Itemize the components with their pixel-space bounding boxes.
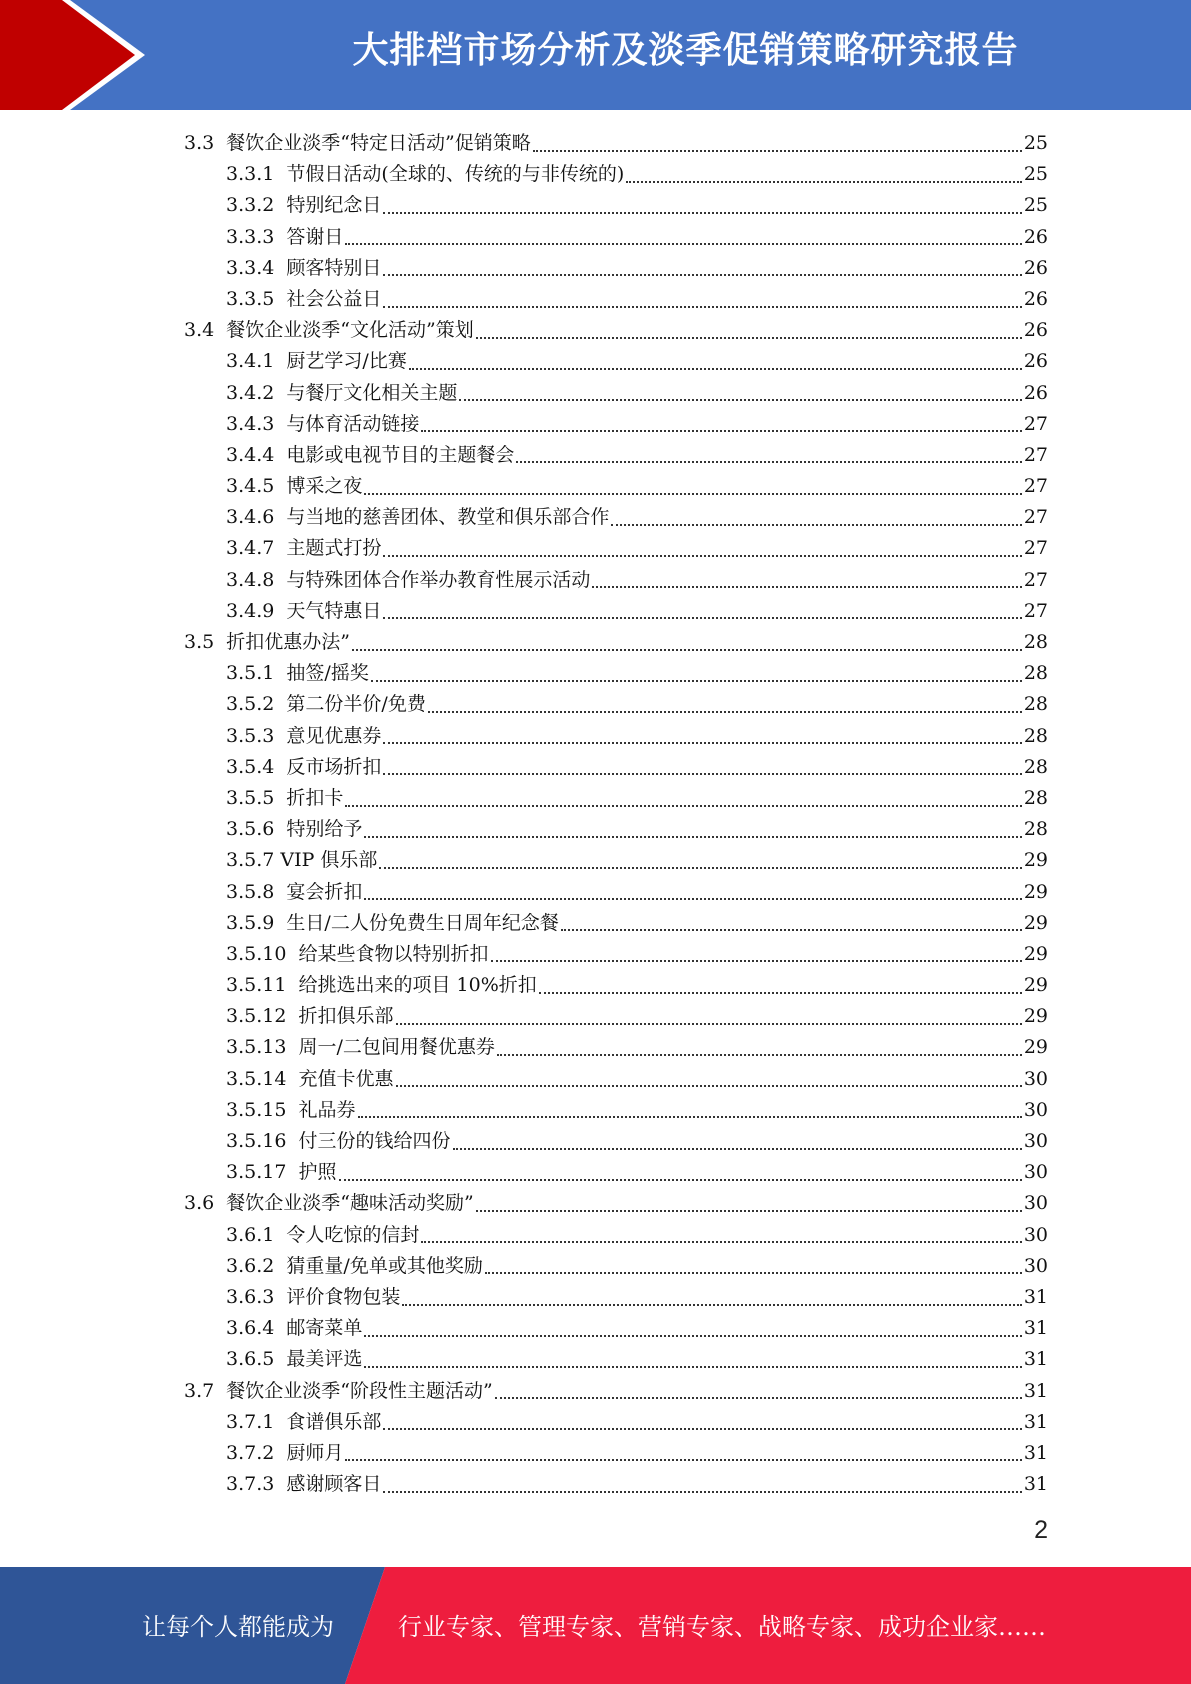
toc-entry-page: 26	[1023, 381, 1048, 404]
toc-entry[interactable]	[184, 783, 1048, 814]
toc-dot-leader	[396, 1085, 1022, 1087]
toc-entry-title: 3.4.9 天气特惠日	[226, 599, 382, 622]
toc-dot-leader	[383, 212, 1021, 214]
toc-dot-leader	[358, 1116, 1022, 1118]
toc-entry-title: 3.5.6 特别给予	[226, 818, 363, 841]
toc-entry-title: 3.4.4 电影或电视节目的主题餐会	[226, 443, 515, 466]
toc-entry-page: 29	[1023, 942, 1048, 965]
toc-entry[interactable]	[184, 128, 1048, 159]
toc-entry[interactable]	[184, 315, 1048, 346]
toc-entry[interactable]	[184, 222, 1048, 253]
toc-entry-title: 3.5.1 抽签/摇奖	[226, 662, 369, 685]
toc-entry-title: 3.3.1 节假日活动(全球的、传统的与非传统的)	[226, 163, 625, 186]
toc-entry-title: 3.5.10 给某些食物以特别折扣	[226, 942, 489, 965]
toc-entry[interactable]	[184, 1064, 1048, 1095]
toc-entry-page: 31	[1023, 1348, 1048, 1371]
toc-dot-leader	[339, 1179, 1022, 1181]
toc-entry-title: 3.7.2 厨师月	[226, 1441, 344, 1464]
toc-entry-page: 29	[1023, 849, 1048, 872]
toc-entry-page: 28	[1023, 693, 1048, 716]
toc-entry-page: 28	[1023, 755, 1048, 778]
toc-entry-title: 3.5.4 反市场折扣	[226, 755, 382, 778]
toc-entry[interactable]	[184, 1220, 1048, 1251]
toc-entry[interactable]	[184, 253, 1048, 284]
toc-entry[interactable]	[184, 845, 1048, 876]
toc-entry[interactable]	[184, 565, 1048, 596]
toc-entry-page: 29	[1023, 880, 1048, 903]
toc-entry[interactable]	[184, 1407, 1048, 1438]
toc-dot-leader	[364, 493, 1021, 495]
toc-entry-page: 28	[1023, 818, 1048, 841]
toc-dot-leader	[402, 1304, 1021, 1306]
toc-dot-leader	[453, 1148, 1022, 1150]
toc-entry[interactable]	[184, 190, 1048, 221]
toc-entry-page: 26	[1023, 256, 1048, 279]
toc-entry-title: 3.5.17 护照	[226, 1161, 337, 1184]
footer-slogan-right: 行业专家、管理专家、营销专家、战略专家、成功企业家……	[398, 1613, 1046, 1641]
toc-entry[interactable]	[184, 814, 1048, 845]
toc-entry-title: 3.4.2 与餐厅文化相关主题	[226, 381, 458, 404]
toc-entry[interactable]	[184, 752, 1048, 783]
toc-entry-page: 30	[1023, 1254, 1048, 1277]
toc-dot-leader	[379, 867, 1021, 869]
toc-dot-leader	[459, 399, 1021, 401]
toc-entry-title: 3.5.12 折扣俱乐部	[226, 1005, 394, 1028]
toc-entry-title: 3.7 餐饮企业淡季“阶段性主题活动”	[184, 1379, 493, 1402]
toc-entry-title: 3.4.6 与当地的慈善团体、教堂和俱乐部合作	[226, 506, 610, 529]
toc-dot-leader	[497, 1054, 1022, 1056]
toc-dot-leader	[345, 243, 1021, 245]
toc-entry-page: 30	[1023, 1161, 1048, 1184]
toc-entry-page: 29	[1023, 1036, 1048, 1059]
toc-dot-leader	[409, 368, 1022, 370]
toc-entry-page: 26	[1023, 287, 1048, 310]
toc-dot-leader	[352, 649, 1022, 651]
toc-entry-page: 29	[1023, 911, 1048, 934]
toc-entry-title: 3.7.1 食谱俱乐部	[226, 1410, 382, 1433]
toc-entry[interactable]	[184, 1001, 1048, 1032]
toc-entry[interactable]	[184, 1313, 1048, 1344]
toc-entry-title: 3.4 餐饮企业淡季“文化活动”策划	[184, 319, 474, 342]
toc-entry-title: 3.5.2 第二份半价/免费	[226, 693, 426, 716]
page-header	[0, 0, 1191, 110]
toc-entry-title: 3.4.5 博采之夜	[226, 475, 363, 498]
toc-dot-leader	[476, 337, 1022, 339]
toc-entry-page: 27	[1023, 475, 1048, 498]
toc-dot-leader	[383, 306, 1021, 308]
toc-entry-title: 3.4.3 与体育活动链接	[226, 412, 420, 435]
toc-dot-leader	[383, 274, 1021, 276]
toc-entry[interactable]	[184, 1126, 1048, 1157]
report-title: 大排档市场分析及淡季促销策略研究报告	[352, 30, 1019, 71]
toc-entry-page: 29	[1023, 1005, 1048, 1028]
toc-entry[interactable]	[184, 721, 1048, 752]
toc-dot-leader	[383, 1491, 1021, 1493]
toc-entry-title: 3.5.14 充值卡优惠	[226, 1067, 394, 1090]
toc-dot-leader	[428, 711, 1022, 713]
toc-entry-title: 3.4.8 与特殊团体合作举办教育性展示活动	[226, 568, 591, 591]
table-of-contents	[184, 128, 1048, 1500]
toc-dot-leader	[421, 430, 1021, 432]
toc-entry[interactable]	[184, 409, 1048, 440]
toc-entry[interactable]	[184, 627, 1048, 658]
toc-entry-page: 29	[1023, 974, 1048, 997]
toc-dot-leader	[364, 1335, 1021, 1337]
page-number: 2	[1034, 1516, 1048, 1544]
toc-entry[interactable]	[184, 1282, 1048, 1313]
toc-dot-leader	[345, 1459, 1021, 1461]
toc-entry-title: 3.6.1 令人吃惊的信封	[226, 1223, 420, 1246]
toc-dot-leader	[383, 617, 1021, 619]
toc-dot-leader	[611, 524, 1021, 526]
toc-dot-leader	[345, 805, 1021, 807]
toc-entry[interactable]	[184, 502, 1048, 533]
toc-entry[interactable]	[184, 440, 1048, 471]
toc-entry-page: 28	[1023, 631, 1048, 653]
toc-dot-leader	[539, 992, 1022, 994]
toc-dot-leader	[485, 1272, 1022, 1274]
toc-dot-leader	[383, 555, 1021, 557]
toc-entry[interactable]	[184, 1095, 1048, 1126]
toc-dot-leader	[491, 960, 1022, 962]
toc-entry[interactable]	[184, 1469, 1048, 1500]
toc-entry-page: 26	[1023, 225, 1048, 248]
toc-entry-page: 26	[1023, 319, 1048, 342]
toc-dot-leader	[364, 836, 1021, 838]
toc-entry-page: 25	[1023, 132, 1048, 154]
toc-entry-page: 27	[1023, 537, 1048, 560]
toc-entry[interactable]	[184, 658, 1048, 689]
toc-entry-title: 3.5.7 VIP 俱乐部	[226, 849, 378, 872]
toc-entry-page: 27	[1023, 568, 1048, 591]
toc-entry-page: 30	[1023, 1130, 1048, 1152]
toc-entry-title: 3.5.11 给挑选出来的项目 10%折扣	[226, 974, 537, 997]
toc-entry-page: 30	[1023, 1192, 1048, 1215]
toc-entry-title: 3.5.3 意见优惠券	[226, 724, 382, 747]
toc-entry[interactable]	[184, 877, 1048, 908]
toc-entry[interactable]	[184, 471, 1048, 502]
toc-dot-leader	[421, 1241, 1021, 1243]
toc-dot-leader	[592, 586, 1021, 588]
toc-entry-title: 3.6.5 最美评选	[226, 1348, 363, 1371]
toc-entry-page: 28	[1023, 724, 1048, 747]
toc-dot-leader	[364, 898, 1021, 900]
toc-entry[interactable]	[184, 378, 1048, 409]
toc-dot-leader	[396, 1023, 1022, 1025]
toc-dot-leader	[383, 1428, 1021, 1430]
toc-entry-page: 31	[1023, 1379, 1048, 1402]
toc-entry-page: 27	[1023, 443, 1048, 466]
toc-entry-title: 3.6.3 评价食物包装	[226, 1285, 401, 1308]
toc-entry-page: 27	[1023, 599, 1048, 622]
toc-entry-title: 3.3.5 社会公益日	[226, 287, 382, 310]
toc-entry[interactable]	[184, 939, 1048, 970]
toc-dot-leader	[516, 461, 1021, 463]
toc-entry[interactable]	[184, 159, 1048, 190]
toc-entry-page: 28	[1023, 662, 1048, 685]
toc-entry-page: 31	[1023, 1317, 1048, 1340]
toc-entry[interactable]	[184, 596, 1048, 627]
toc-entry-title: 3.3.2 特别纪念日	[226, 194, 382, 217]
toc-entry[interactable]	[184, 689, 1048, 720]
toc-dot-leader	[383, 742, 1021, 744]
toc-entry-title: 3.5 折扣优惠办法”	[184, 631, 351, 653]
toc-dot-leader	[495, 1397, 1022, 1399]
toc-entry-page: 25	[1023, 194, 1048, 217]
footer-slogan-left: 让每个人都能成为	[142, 1613, 334, 1641]
toc-entry-page: 26	[1023, 350, 1048, 373]
toc-entry[interactable]	[184, 1376, 1048, 1407]
toc-entry-title: 3.5.9 生日/二人份免费生日周年纪念餐	[226, 911, 559, 934]
toc-entry-page: 28	[1023, 786, 1048, 809]
toc-entry-title: 3.5.16 付三份的钱给四份	[226, 1130, 451, 1152]
toc-entry-title: 3.6.4 邮寄菜单	[226, 1317, 363, 1340]
toc-dot-leader	[383, 773, 1021, 775]
page-footer	[0, 1567, 1191, 1684]
toc-entry-page: 27	[1023, 412, 1048, 435]
toc-dot-leader	[476, 1210, 1022, 1212]
toc-entry-page: 30	[1023, 1067, 1048, 1090]
toc-dot-leader	[371, 680, 1022, 682]
toc-entry-title: 3.3.3 答谢日	[226, 225, 344, 248]
toc-entry-page: 30	[1023, 1223, 1048, 1246]
toc-entry[interactable]	[184, 1251, 1048, 1282]
toc-entry-title: 3.5.5 折扣卡	[226, 786, 344, 809]
toc-entry-title: 3.5.13 周一/二包间用餐优惠券	[226, 1036, 495, 1059]
toc-entry-title: 3.6.2 猜重量/免单或其他奖励	[226, 1254, 483, 1277]
toc-entry-page: 31	[1023, 1285, 1048, 1308]
toc-entry[interactable]	[184, 1438, 1048, 1469]
toc-entry-page: 27	[1023, 506, 1048, 529]
toc-entry-page: 31	[1023, 1410, 1048, 1433]
toc-dot-leader	[561, 929, 1022, 931]
toc-entry[interactable]	[184, 908, 1048, 939]
toc-entry-page: 31	[1023, 1473, 1048, 1496]
toc-entry-page: 30	[1023, 1098, 1048, 1121]
toc-dot-leader	[533, 150, 1022, 152]
toc-entry[interactable]	[184, 1157, 1048, 1188]
toc-dot-leader	[626, 181, 1022, 183]
toc-entry-title: 3.5.15 礼品券	[226, 1098, 356, 1121]
header-arrow-icon	[0, 0, 160, 110]
toc-entry[interactable]	[184, 533, 1048, 564]
toc-entry-title: 3.4.1 厨艺学习/比赛	[226, 350, 407, 373]
toc-entry[interactable]	[184, 1344, 1048, 1375]
toc-entry-title: 3.3 餐饮企业淡季“特定日活动”促销策略	[184, 132, 531, 154]
toc-entry-page: 25	[1023, 163, 1048, 186]
toc-entry-page: 31	[1023, 1441, 1048, 1464]
toc-entry-title: 3.5.8 宴会折扣	[226, 880, 363, 903]
toc-entry[interactable]	[184, 346, 1048, 377]
toc-entry-title: 3.6 餐饮企业淡季“趣味活动奖励”	[184, 1192, 474, 1215]
toc-dot-leader	[364, 1366, 1021, 1368]
toc-entry[interactable]	[184, 1188, 1048, 1219]
toc-entry[interactable]	[184, 1032, 1048, 1063]
toc-entry-title: 3.3.4 顾客特别日	[226, 256, 382, 279]
toc-entry[interactable]	[184, 284, 1048, 315]
toc-entry[interactable]	[184, 970, 1048, 1001]
toc-entry-title: 3.7.3 感谢顾客日	[226, 1473, 382, 1496]
toc-entry-title: 3.4.7 主题式打扮	[226, 537, 382, 560]
